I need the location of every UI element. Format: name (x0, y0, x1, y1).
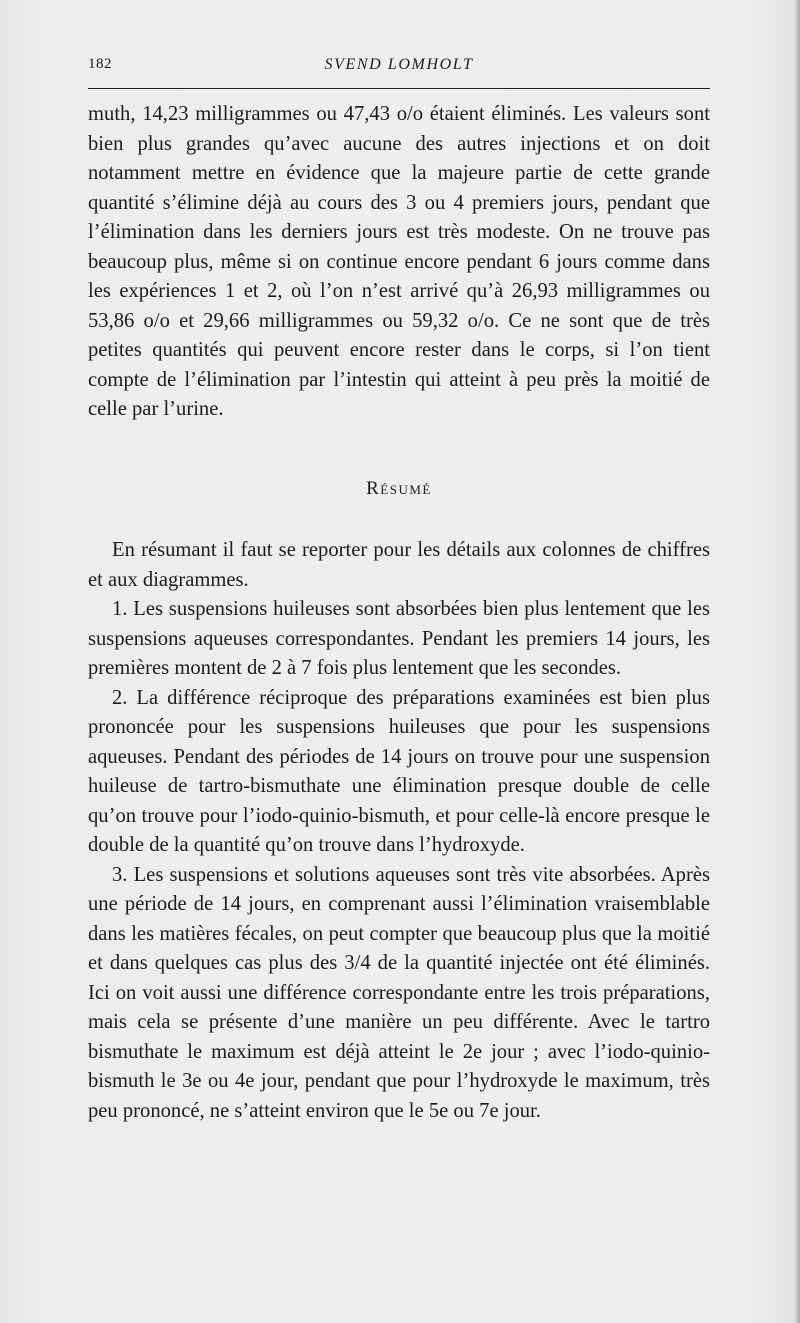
paragraph: 3. Les suspensions et solutions aqueuses sont très vite absorbées. Après une période de 14 jours, en comprenant aussi l’élimination vraisemblable dans les matières fécales, on peut compter que beaucoup plus que la moitié et dans quelques cas plus des 3/4 de la quantité injectée ont été éliminés. Ici on voit aussi une différence correspondante entre les trois préparations, mais cela se présente d’une manière un peu différente. Avec le tartro bismuthate le maximum est déjà atteint le 2e jour ; avec l’iodo-quinio-bismuth le 3e ou 4e jour, pendant que pour l’hydroxyde le maximum, très peu prononcé, ne s’atteint environ que le 5e ou 7e jour. (88, 863, 710, 1122)
page-number: 182 (88, 56, 112, 72)
paragraph: muth, 14,23 milligrammes ou 47,43 o/o étaient éliminés. Les valeurs sont bien plus grandes qu’avec aucune des autres injections et on doit notamment mettre en évidence que la majeure partie de cette grande quantité s’élimine déjà au cours des 3 ou 4 premiers jours, pendant que l’élimination dans les derniers jours est très modeste. On ne trouve pas beaucoup plus, même si on continue encore pendant 6 jours comme dans les expériences 1 et 2, où l’on n’est arrivé qu’à 26,93 milligrammes ou 53,86 o/o et 29,66 milligrammes ou 59,32 o/o. Ce ne sont que de très petites quantités qui peuvent encore rester dans le corps, si l’on tient compte de l’élimination par l’intestin qui atteint à peu près la moitié de celle par l’urine. (88, 103, 710, 420)
paragraph: 2. La différence réciproque des préparations examinées est bien plus prononcée pour les suspensions huileuses que pour les suspensions aqueuses. Pendant des périodes de 14 jours on trouve pour une suspension huileuse de tartro-bismuthate une élimination presque double de celle qu’on trouve pour l’iodo-quinio-bismuth, et pour celle-là encore presque le double de la quantité qu’on trouve dans l’hydroxyde. (88, 686, 710, 856)
page-header (88, 56, 710, 82)
summary-text (88, 536, 710, 1126)
paragraph: 1. Les suspensions huileuses sont absorbées bien plus lentement que les suspensions aqueuses correspondantes. Pendant les premiers 14 jours, les premières montent de 2 à 7 fois plus lentement que les secondes. (88, 598, 710, 679)
page-edge-shadow (794, 0, 800, 1323)
paragraph: En résumant il faut se reporter pour les détails aux colonnes de chiffres et aux diagrammes. (88, 539, 710, 591)
header-rule (88, 88, 710, 89)
body-text-continuation (88, 100, 710, 425)
running-title: SVEND LOMHOLT (324, 56, 474, 73)
section-heading: Résumé (366, 478, 432, 499)
